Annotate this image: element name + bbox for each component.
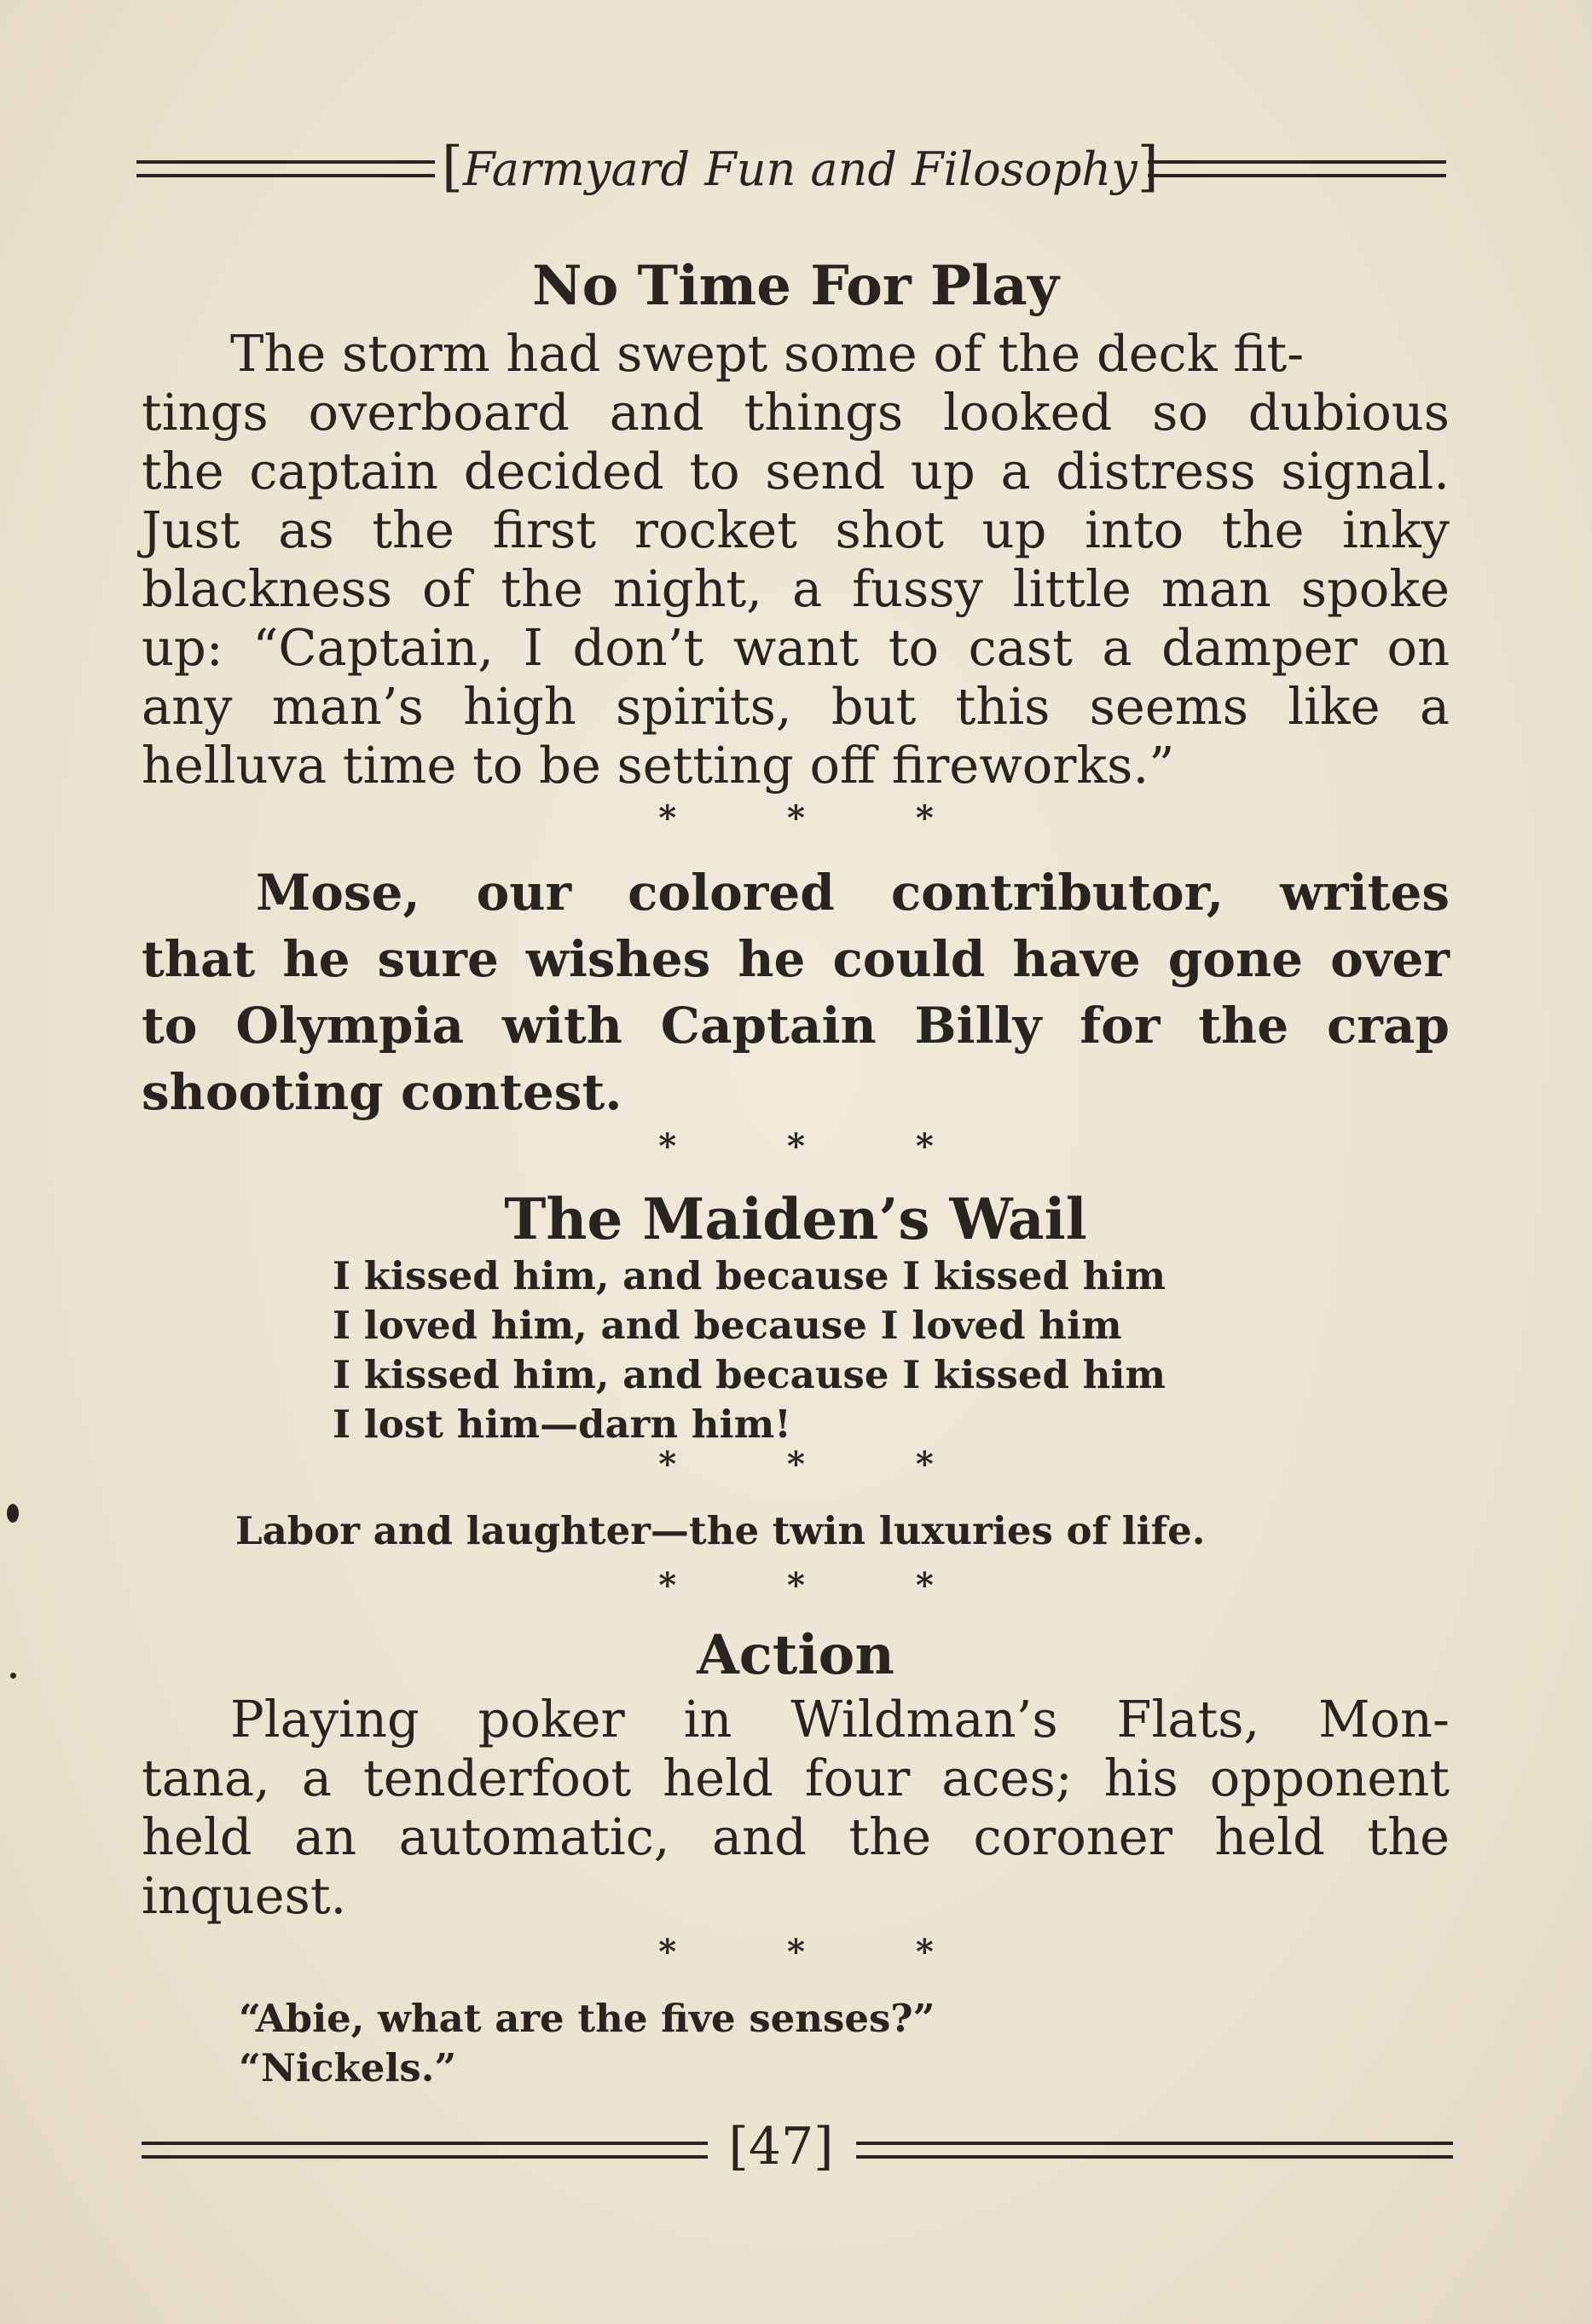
story-line: blackness of the night, a fussy little man spoke bbox=[142, 559, 1450, 618]
story-line: up: “Captain, I don’t want to cast a damper on bbox=[142, 618, 1450, 677]
running-title: Farmyard Fun and Filosophy bbox=[462, 142, 1138, 196]
poem-maidens-wail bbox=[333, 1252, 1356, 1449]
separator-stars: * * * bbox=[658, 1932, 983, 1972]
story-line: held an automatic, and the coroner held the bbox=[142, 1807, 1450, 1866]
footer-rule-left bbox=[142, 2142, 708, 2159]
poem-line: I lost him—darn him! bbox=[333, 1402, 791, 1447]
mose-paragraph bbox=[142, 859, 1450, 1125]
header-rule-left bbox=[136, 160, 435, 177]
abie-answer: “Nickels.” bbox=[239, 2045, 457, 2090]
mose-line: that he sure wishes he could have gone over bbox=[142, 930, 1450, 988]
poem-line: I kissed him, and because I kissed him bbox=[333, 1352, 1167, 1397]
mose-line: Mose, our colored contributor, writes bbox=[256, 864, 1450, 922]
separator-stars: * * * bbox=[658, 1126, 983, 1166]
footer-close-bracket: ] bbox=[813, 2117, 834, 2177]
ink-speck bbox=[7, 1504, 19, 1523]
page-number-value: 47 bbox=[748, 2117, 814, 2177]
running-head bbox=[442, 136, 1159, 200]
footer-open-bracket: [ bbox=[728, 2117, 749, 2177]
labor-and-laughter-line: Labor and laughter—the twin luxuries of life. bbox=[235, 1508, 1206, 1553]
poem-line: I loved him, and because I loved him bbox=[333, 1303, 1122, 1348]
separator-stars: * * * bbox=[658, 798, 983, 838]
separator-stars: * * * bbox=[658, 1444, 983, 1484]
mose-line: shooting contest. bbox=[142, 1063, 622, 1121]
story-line: inquest. bbox=[142, 1866, 347, 1925]
header-rule-right bbox=[1148, 160, 1446, 177]
story-line: tana, a tenderfoot held four aces; his opponent bbox=[142, 1749, 1450, 1807]
story-no-time-for-play bbox=[142, 324, 1450, 795]
page-number bbox=[713, 2113, 849, 2181]
separator-stars: * * * bbox=[658, 1565, 983, 1605]
header-close-bracket: ] bbox=[1137, 136, 1159, 199]
story-action bbox=[142, 1690, 1450, 1925]
ink-speck bbox=[10, 1673, 16, 1679]
section-title-maidens-wail: The Maiden’s Wail bbox=[504, 1186, 1087, 1252]
section-title-no-time-for-play: No Time For Play bbox=[532, 254, 1059, 318]
story-line: The storm had swept some of the deck fit- bbox=[230, 324, 1305, 383]
story-line: the captain decided to send up a distress signal. bbox=[142, 442, 1450, 500]
poem-line: I kissed him, and because I kissed him bbox=[333, 1253, 1167, 1298]
section-title-action: Action bbox=[697, 1623, 894, 1687]
story-line: any man’s high spirits, but this seems like a bbox=[142, 677, 1450, 736]
abie-question: “Abie, what are the five senses?” bbox=[239, 1996, 935, 2041]
header-open-bracket: [ bbox=[442, 136, 463, 199]
story-line: Just as the first rocket shot up into the inky bbox=[142, 500, 1450, 559]
story-line: Playing poker in Wildman’s Flats, Mon- bbox=[230, 1690, 1450, 1749]
footer-rule-right bbox=[856, 2142, 1453, 2159]
story-line: helluva time to be setting off fireworks.” bbox=[142, 736, 1175, 795]
mose-line: to Olympia with Captain Billy for the crap bbox=[142, 997, 1450, 1055]
story-line: tings overboard and things looked so dubious bbox=[142, 383, 1450, 442]
